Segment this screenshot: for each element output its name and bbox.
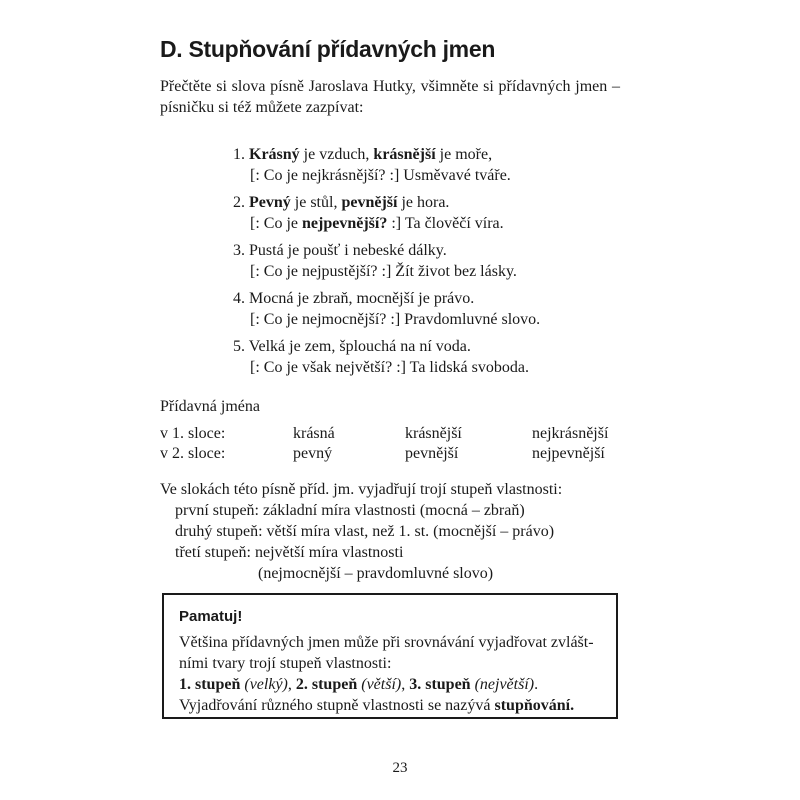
third-degree: třetí stupeň: největší míra vlastnosti [175, 544, 404, 561]
stanza-refrain-line [233, 213, 540, 234]
text-run: 4. Mocná je zbraň, mocnější je právo. [233, 290, 475, 307]
stanza-refrain-line [233, 261, 540, 282]
bold-text: krásnější [373, 146, 436, 163]
stanza-line [233, 240, 540, 261]
superlative-form: nejkrásnější [532, 425, 609, 442]
bold-text: 2. stupeň [295, 676, 358, 693]
text-run: 1. [233, 146, 249, 163]
third-degree-example: (nejmocnější – pravdomluvné slovo) [258, 565, 494, 582]
stanza-refrain-line [233, 309, 540, 330]
text-run: , [401, 676, 410, 693]
stanza-5 [233, 336, 540, 378]
text-run: je moře, [435, 146, 493, 163]
superlative-form: nejpevnější [532, 445, 605, 462]
text-run: 2. [233, 194, 249, 211]
remember-definition-line [179, 695, 602, 716]
stanza-line [233, 336, 540, 357]
table-row [160, 424, 630, 444]
comparative-form: pevnější [405, 445, 459, 462]
stanza-2 [233, 192, 540, 234]
stanza-refrain-line [233, 165, 540, 186]
text-run: . [534, 676, 539, 693]
text-run: [: Co je nejkrásnější? :] Usměvavé tváře. [250, 167, 511, 184]
text-run: [: Co je nejmocnější? :] Pravdomluvné slovo. [250, 311, 541, 328]
positive-form: pevný [293, 445, 333, 462]
bold-text: 3. stupeň [409, 676, 471, 693]
italic-text: (větší) [361, 676, 402, 693]
italic-text: (největší) [474, 676, 535, 693]
song-lyrics [233, 144, 540, 384]
text-run: je hora. [397, 194, 450, 211]
page-number: 23 [392, 760, 408, 776]
degrees-explanation [160, 479, 562, 584]
positive-form: krásná [293, 425, 335, 442]
stanza-line [233, 144, 540, 165]
text-run: :] Ta člověčí víra. [387, 215, 504, 232]
stanza-line [233, 288, 540, 309]
italic-text: (velký) [244, 676, 288, 693]
second-degree: druhý stupeň: větší míra vlast, než 1. st. (mocnější – právo) [175, 523, 555, 540]
row-label: v 1. sloce: [160, 425, 226, 442]
stanza-refrain-line [233, 357, 540, 378]
remember-degrees-line [179, 674, 602, 695]
text-run: [: Co je [250, 215, 302, 232]
bold-text: pevnější [341, 194, 398, 211]
bold-text: nejpevnější? [302, 215, 388, 232]
degrees-intro: Ve slokách této písně příd. jm. vyjadřují trojí stupeň vlastnosti: [160, 481, 563, 498]
remember-line: ními tvary trojí stupeň vlastnosti: [179, 655, 392, 672]
text-run: Vyjadřování různého stupně vlastnosti se nazývá [179, 697, 495, 714]
bold-text: Pevný [249, 194, 291, 211]
stanza-4 [233, 288, 540, 330]
table-row [160, 444, 630, 464]
stanza-line [233, 192, 540, 213]
bold-text: stupňování. [494, 697, 575, 714]
text-run: je vzduch, [299, 146, 374, 163]
intro-paragraph: Přečtěte si slova písně Jaroslava Hutky, všimněte si přídavných jmen – písničku si též můžete zazpívat: [160, 78, 620, 116]
bold-text: 1. stupeň [179, 676, 241, 693]
bold-text: Krásný [249, 146, 300, 163]
text-run: , [287, 676, 296, 693]
section-heading: D. Stupňování přídavných jmen [160, 36, 496, 62]
adjectives-table-title: Přídavná jména [160, 398, 260, 415]
comparative-form: krásnější [405, 425, 462, 442]
remember-box [162, 593, 618, 719]
remember-line: Většina přídavných jmen může při srovnávání vyjadřovat zvlášt- [179, 634, 594, 651]
row-label: v 2. sloce: [160, 445, 226, 462]
text-run: [: Co je nejpustější? :] Žít život bez lásky. [250, 263, 517, 280]
remember-title: Pamatuj! [179, 608, 243, 625]
stanza-3 [233, 240, 540, 282]
first-degree: první stupeň: základní míra vlastnosti (mocná – zbraň) [175, 502, 525, 519]
text-run: 5. Velká je zem, šplouchá na ní voda. [233, 338, 471, 355]
text-run: [: Co je však největší? :] Ta lidská svoboda. [250, 359, 529, 376]
text-run: 3. Pustá je poušť i nebeské dálky. [233, 242, 447, 259]
stanza-1 [233, 144, 540, 186]
adjectives-table [160, 424, 630, 464]
text-run: je stůl, [290, 194, 342, 211]
